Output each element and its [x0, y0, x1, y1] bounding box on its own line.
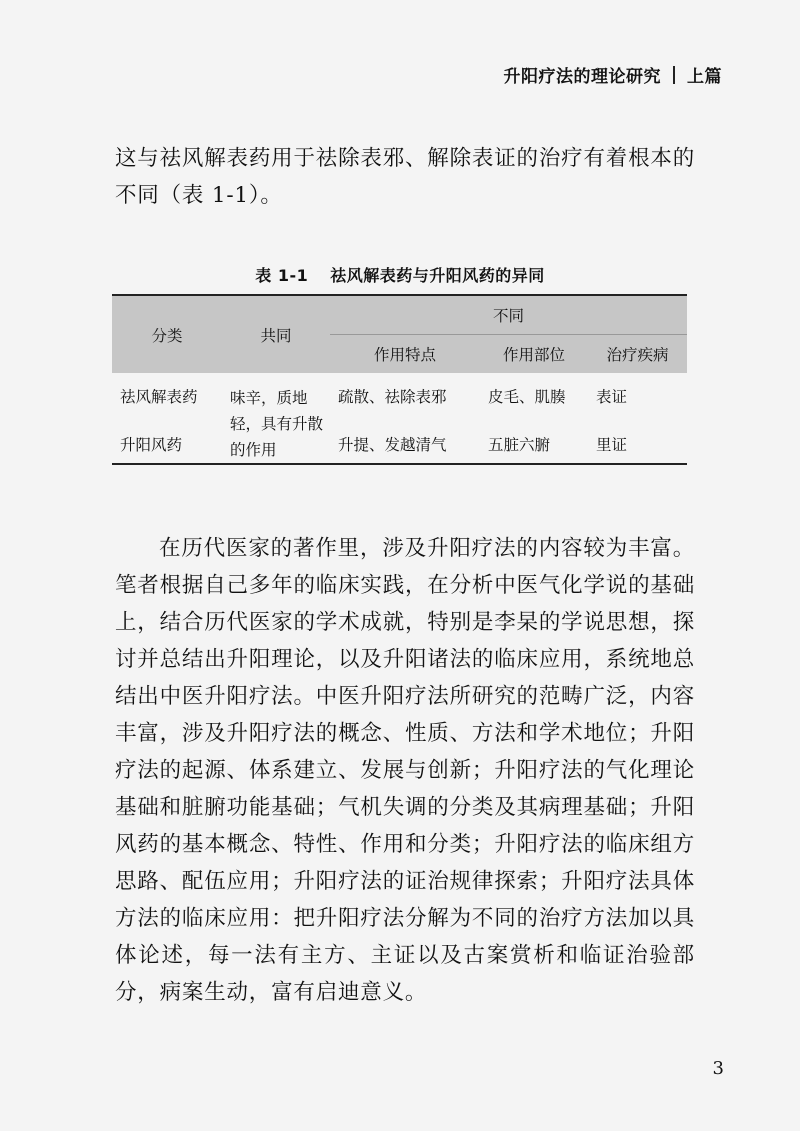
row1-category: 祛风解表药 — [120, 388, 198, 406]
row2-action-site: 五脏六腑 — [488, 436, 551, 454]
table-row — [112, 417, 687, 464]
body-paragraph: 在历代医家的著作里，涉及升阳疗法的内容较为丰富。笔者根据自己多年的临床实践，在分析中医气化学说的基础上，结合历代医家的学术成就，特别是李杲的学说思想，探讨并总结出升阳理论，以及升阳诸法的临床应用，系统地总结出中医升阳疗法。中医升阳疗法所研究的范畴广泛，内容丰富，涉及升阳疗法的概念、性质、方法和学术地位；升阳疗法的起源、体系建立、发展与创新；升阳疗法的气化理论基础和脏腑功能基础；气机失调的分类及其病理基础；升阳风药的基本概念、特性、作用和分类；升阳疗法的临床组方思路、配伍应用；升阳疗法的证治规律探索；升阳疗法具体方法的临床应用：把升阳疗法分解为不同的治疗方法加以具体论述，每一法有主方、主证以及古案赏析和临证治验部分，病案生动，富有启迪意义。 — [115, 536, 695, 1005]
row1-action-site: 皮毛、肌腠 — [488, 388, 566, 406]
page-number: 3 — [712, 1058, 724, 1079]
shared-common-cell: 味辛，质地轻，具有升散的作用 — [230, 389, 324, 459]
header-action-feature: 作用特点 — [330, 335, 480, 374]
row2-action-feature: 升提、发越清气 — [338, 436, 447, 454]
header-common: 共同 — [222, 295, 330, 373]
running-head-divider — [673, 66, 675, 84]
table-caption — [0, 263, 800, 286]
table-title: 祛风解表药与升阳风药的异同 — [330, 266, 545, 285]
row1-action-feature: 疏散、祛除表邪 — [338, 388, 447, 406]
table-row — [112, 373, 687, 417]
header-category: 分类 — [112, 295, 222, 373]
row1-treated-disease: 表证 — [596, 388, 628, 406]
row2-treated-disease: 里证 — [596, 436, 628, 454]
intro-paragraph: 这与祛风解表药用于祛除表邪、解除表证的治疗有着根本的不同（表 1-1）。 — [115, 146, 695, 208]
comparison-table — [112, 294, 687, 465]
header-different: 不同 — [330, 295, 687, 335]
table-number: 表 1-1 — [255, 266, 309, 285]
header-treated-disease: 治疗疾病 — [588, 335, 687, 374]
running-head-section: 上篇 — [687, 67, 722, 87]
row2-category: 升阳风药 — [120, 436, 183, 454]
running-head — [504, 62, 723, 87]
running-head-title: 升阳疗法的理论研究 — [503, 67, 661, 87]
header-action-site: 作用部位 — [480, 335, 588, 374]
